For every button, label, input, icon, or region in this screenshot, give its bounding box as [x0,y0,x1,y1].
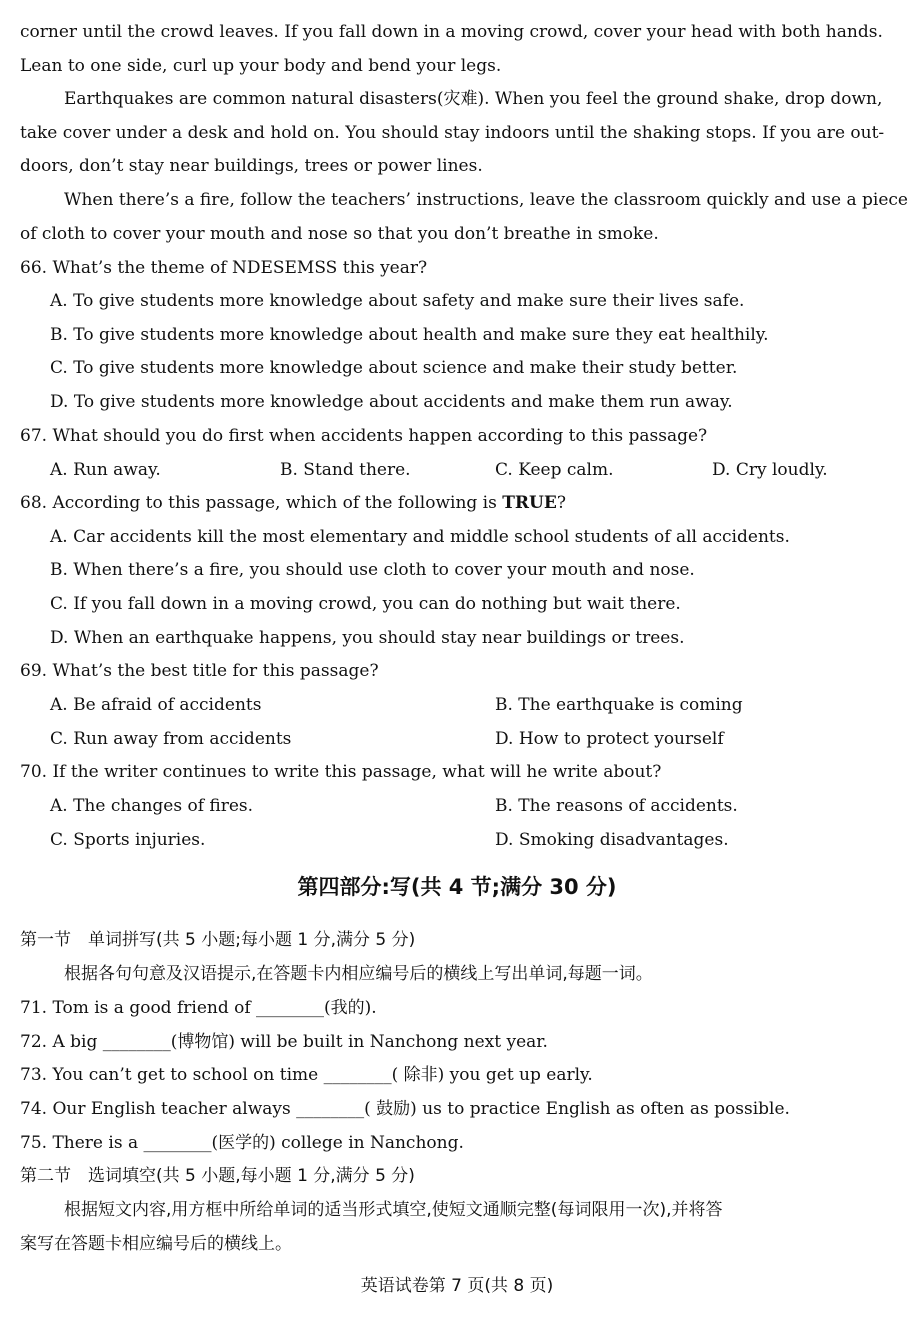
options-69-row2 [0,728,914,750]
options-69-row1 [0,694,914,716]
passage-line: of cloth to cover your mouth and nose so that you don’t breathe in smoke. [20,224,659,244]
options-67 [0,459,914,481]
page-footer: 英语试卷第 7 页(共 8 页) [360,1276,554,1296]
passage-line: take cover under a desk and hold on. You should stay indoors until the shaking stops. If you are out- [20,123,885,143]
item-73: 73. You can’t get to school on time ________( 除非) you get up early. [20,1065,593,1085]
option-67-b: B. Stand there. [280,460,411,480]
option-68-a: A. Car accidents kill the most elementary and middle school students of all accidents. [50,527,790,547]
option-66-b: B. To give students more knowledge about health and make sure they eat healthily. [50,325,769,345]
question-68-stem: 68. According to this passage, which of the following is [20,493,503,513]
section2-heading: 第二节 选词填空(共 5 小题,每小题 1 分,满分 5 分) [20,1166,415,1186]
passage-line: Earthquakes are common natural disasters(灾难). When you feel the ground shake, drop down, [64,89,883,109]
option-69-a: A. Be afraid of accidents [50,695,262,715]
part4-title: 第四部分:写(共 4 节;满分 30 分) [297,875,617,899]
option-68-b: B. When there’s a fire, you should use cloth to cover your mouth and nose. [50,560,695,580]
option-68-d: D. When an earthquake happens, you should stay near buildings or trees. [50,628,685,648]
option-66-d: D. To give students more knowledge about accidents and make them run away. [50,392,733,412]
question-68 [20,492,914,514]
section2-instructions-line1: 根据短文内容,用方框中所给单词的适当形式填空,使短文通顺完整(每词限用一次),并将答 [64,1200,723,1220]
section1-instructions: 根据各句句意及汉语提示,在答题卡内相应编号后的横线上写出单词,每题一词。 [64,964,653,984]
option-66-c: C. To give students more knowledge about science and make their study better. [50,358,738,378]
item-75: 75. There is a ________(医学的) college in Nanchong. [20,1133,464,1153]
item-72: 72. A big ________(博物馆) will be built in Nanchong next year. [20,1032,548,1052]
option-69-c: C. Run away from accidents [50,729,292,749]
item-74: 74. Our English teacher always ________( 鼓励) us to practice English as often as possible. [20,1099,790,1119]
item-71: 71. Tom is a good friend of ________(我的). [20,998,377,1018]
question-66: 66. What’s the theme of NDESEMSS this year? [20,258,428,278]
passage-line: corner until the crowd leaves. If you fall down in a moving crowd, cover your head with both hands. [20,22,883,42]
passage-line: When there’s a fire, follow the teachers’ instructions, leave the classroom quickly and use a piece [64,190,908,210]
options-70-row2 [0,829,914,851]
option-68-c: C. If you fall down in a moving crowd, you can do nothing but wait there. [50,594,681,614]
options-70-row1 [0,795,914,817]
option-70-c: C. Sports injuries. [50,830,206,850]
option-69-b: B. The earthquake is coming [495,695,743,715]
question-70: 70. If the writer continues to write this passage, what will he write about? [20,762,662,782]
option-69-d: D. How to protect yourself [495,729,724,749]
option-67-c: C. Keep calm. [495,460,614,480]
passage-line: doors, don’t stay near buildings, trees or power lines. [20,156,483,176]
question-69: 69. What’s the best title for this passage? [20,661,379,681]
passage-line: Lean to one side, curl up your body and bend your legs. [20,56,502,76]
option-67-d: D. Cry loudly. [712,460,828,480]
question-67: 67. What should you do first when accidents happen according to this passage? [20,426,708,446]
option-70-d: D. Smoking disadvantages. [495,830,729,850]
question-68-keyword: TRUE [502,493,557,513]
section1-heading: 第一节 单词拼写(共 5 小题;每小题 1 分,满分 5 分) [20,930,416,950]
question-68-mark: ? [556,493,566,513]
option-70-a: A. The changes of fires. [50,796,254,816]
option-67-a: A. Run away. [50,460,161,480]
section2-instructions-line2: 案写在答题卡相应编号后的横线上。 [20,1234,292,1254]
option-66-a: A. To give students more knowledge about safety and make sure their lives safe. [50,291,745,311]
option-70-b: B. The reasons of accidents. [495,796,738,816]
